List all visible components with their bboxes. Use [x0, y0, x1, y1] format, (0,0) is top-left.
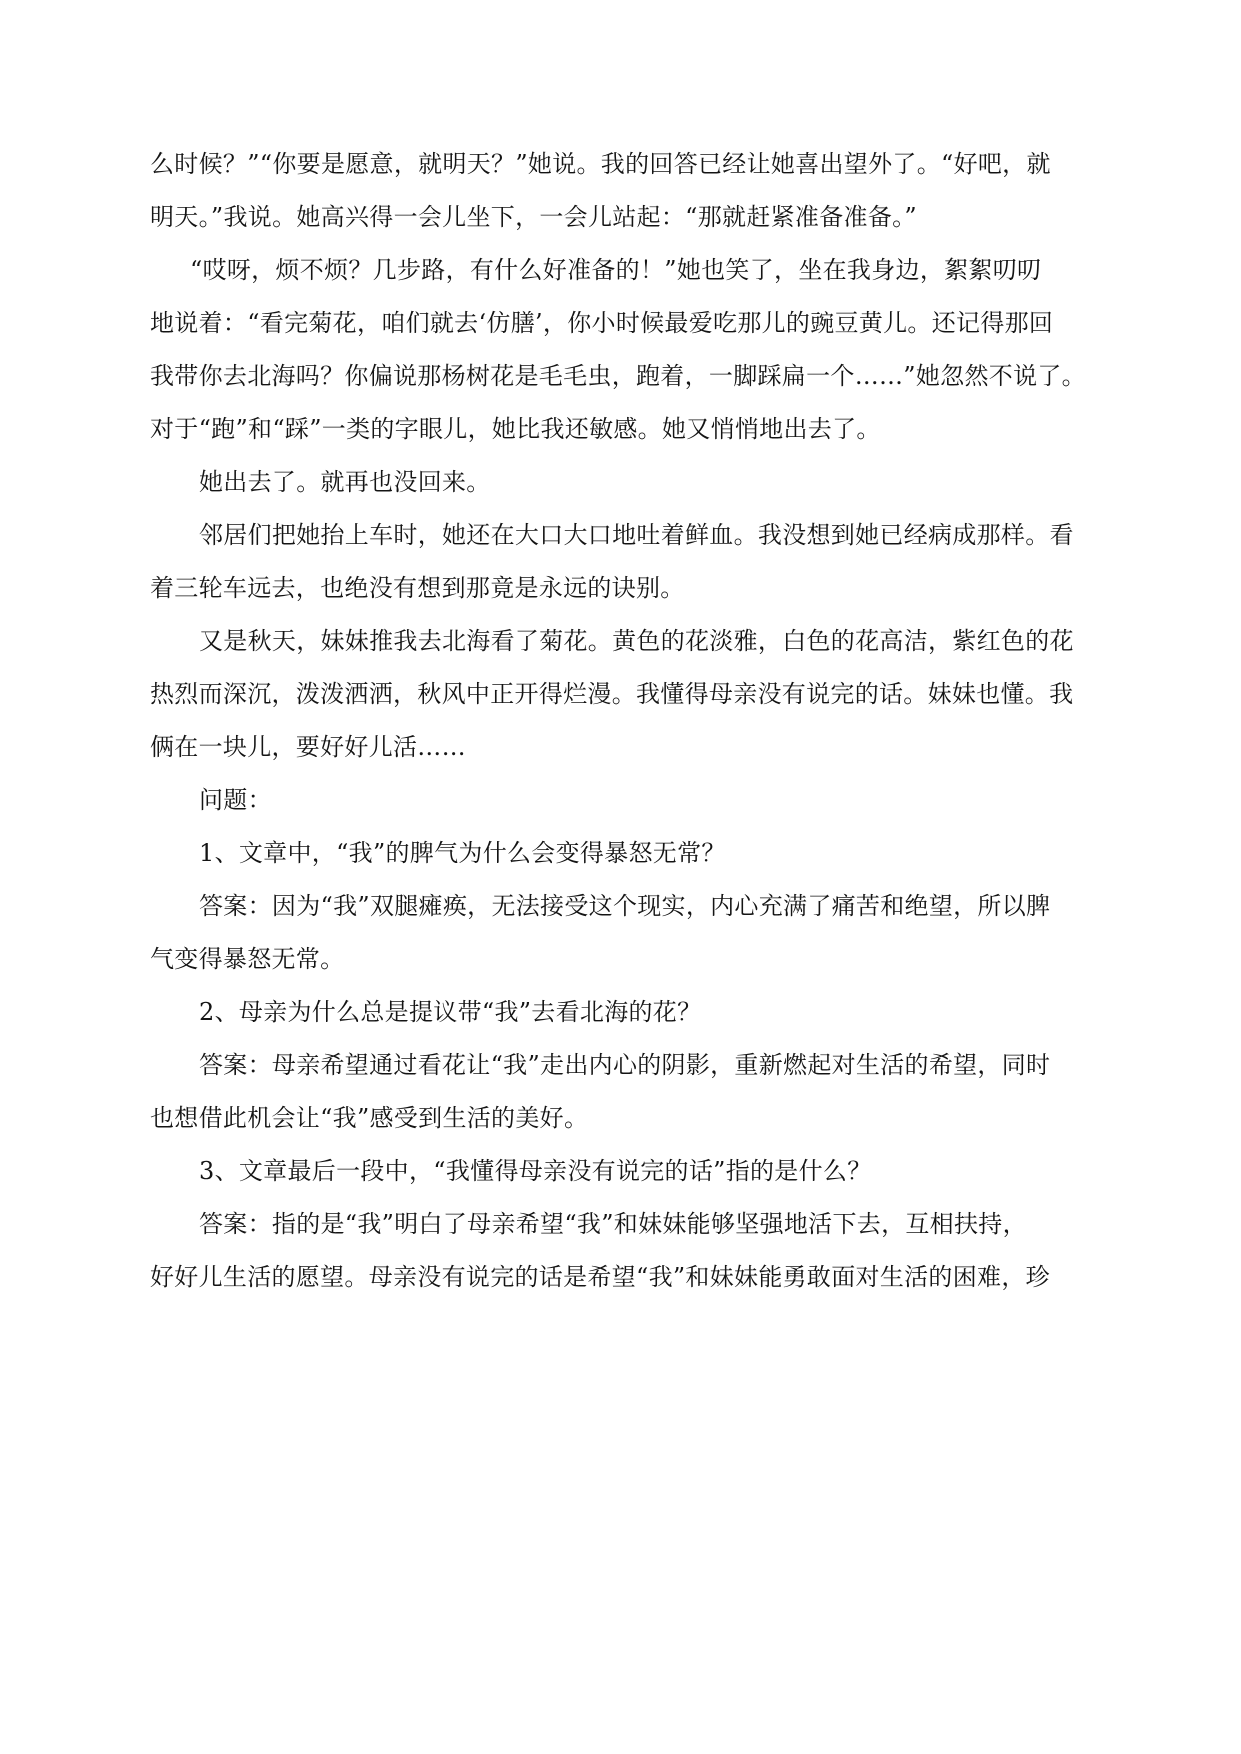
text-line: 么时候？”“你要是愿意，就明天？”她说。我的回答已经让她喜出望外了。“好吧，就: [150, 150, 1051, 178]
paragraph-line: “哎呀，烦不烦？几步路，有什么好准备的！”她也笑了，坐在我身边，絮絮叨叨: [190, 256, 1042, 284]
paragraph-line: 又是秋天，妹妹推我去北海看了菊花。黄色的花淡雅，白色的花高洁，紫红色的花: [199, 627, 1074, 655]
answer-1: 答案：因为“我”双腿瘫痪，无法接受这个现实，内心充满了痛苦和绝望，所以脾: [199, 892, 1051, 920]
text-line: 我带你去北海吗？你偏说那杨树花是毛毛虫，跑着，一脚踩扁一个……”她忽然不说了。: [150, 362, 1086, 390]
answer-3-continued: 好好儿生活的愿望。母亲没有说完的话是希望“我”和妹妹能勇敢面对生活的困难，珍: [150, 1263, 1050, 1291]
questions-heading: 问题：: [199, 786, 272, 814]
paragraph-line: 邻居们把她抬上车时，她还在大口大口地吐着鲜血。我没想到她已经病成那样。看: [199, 521, 1074, 549]
question-3: 3、文章最后一段中，“我懂得母亲没有说完的话”指的是什么？: [199, 1157, 872, 1185]
text-line: 明天。”我说。她高兴得一会儿坐下，一会儿站起：“那就赶紧准备准备。”: [150, 203, 918, 231]
answer-2-continued: 也想借此机会让“我”感受到生活的美好。: [150, 1104, 589, 1132]
text-line: 俩在一块儿，要好好儿活……: [150, 733, 466, 761]
text-line: 着三轮车远去，也绝没有想到那竟是永远的诀别。: [150, 574, 685, 602]
answer-3: 答案：指的是“我”明白了母亲希望“我”和妹妹能够坚强地活下去，互相扶持，: [199, 1210, 1027, 1238]
text-line: 对于“跑”和“踩”一类的字眼儿，她比我还敏感。她又悄悄地出去了。: [150, 415, 881, 443]
answer-1-continued: 气变得暴怒无常。: [150, 945, 345, 973]
text-line: 热烈而深沉，泼泼洒洒，秋风中正开得烂漫。我懂得母亲没有说完的话。妹妹也懂。我: [150, 680, 1074, 708]
text-line: 地说着：“看完菊花，咱们就去‘仿膳’，你小时候最爱吃那儿的豌豆黄儿。还记得那回: [150, 309, 1054, 337]
paragraph-line: 她出去了。就再也没回来。: [199, 468, 491, 496]
question-1: 1、文章中，“我”的脾气为什么会变得暴怒无常？: [199, 839, 726, 867]
question-2: 2、母亲为什么总是提议带“我”去看北海的花？: [199, 998, 702, 1026]
answer-2: 答案：母亲希望通过看花让“我”走出内心的阴影，重新燃起对生活的希望，同时: [199, 1051, 1051, 1079]
